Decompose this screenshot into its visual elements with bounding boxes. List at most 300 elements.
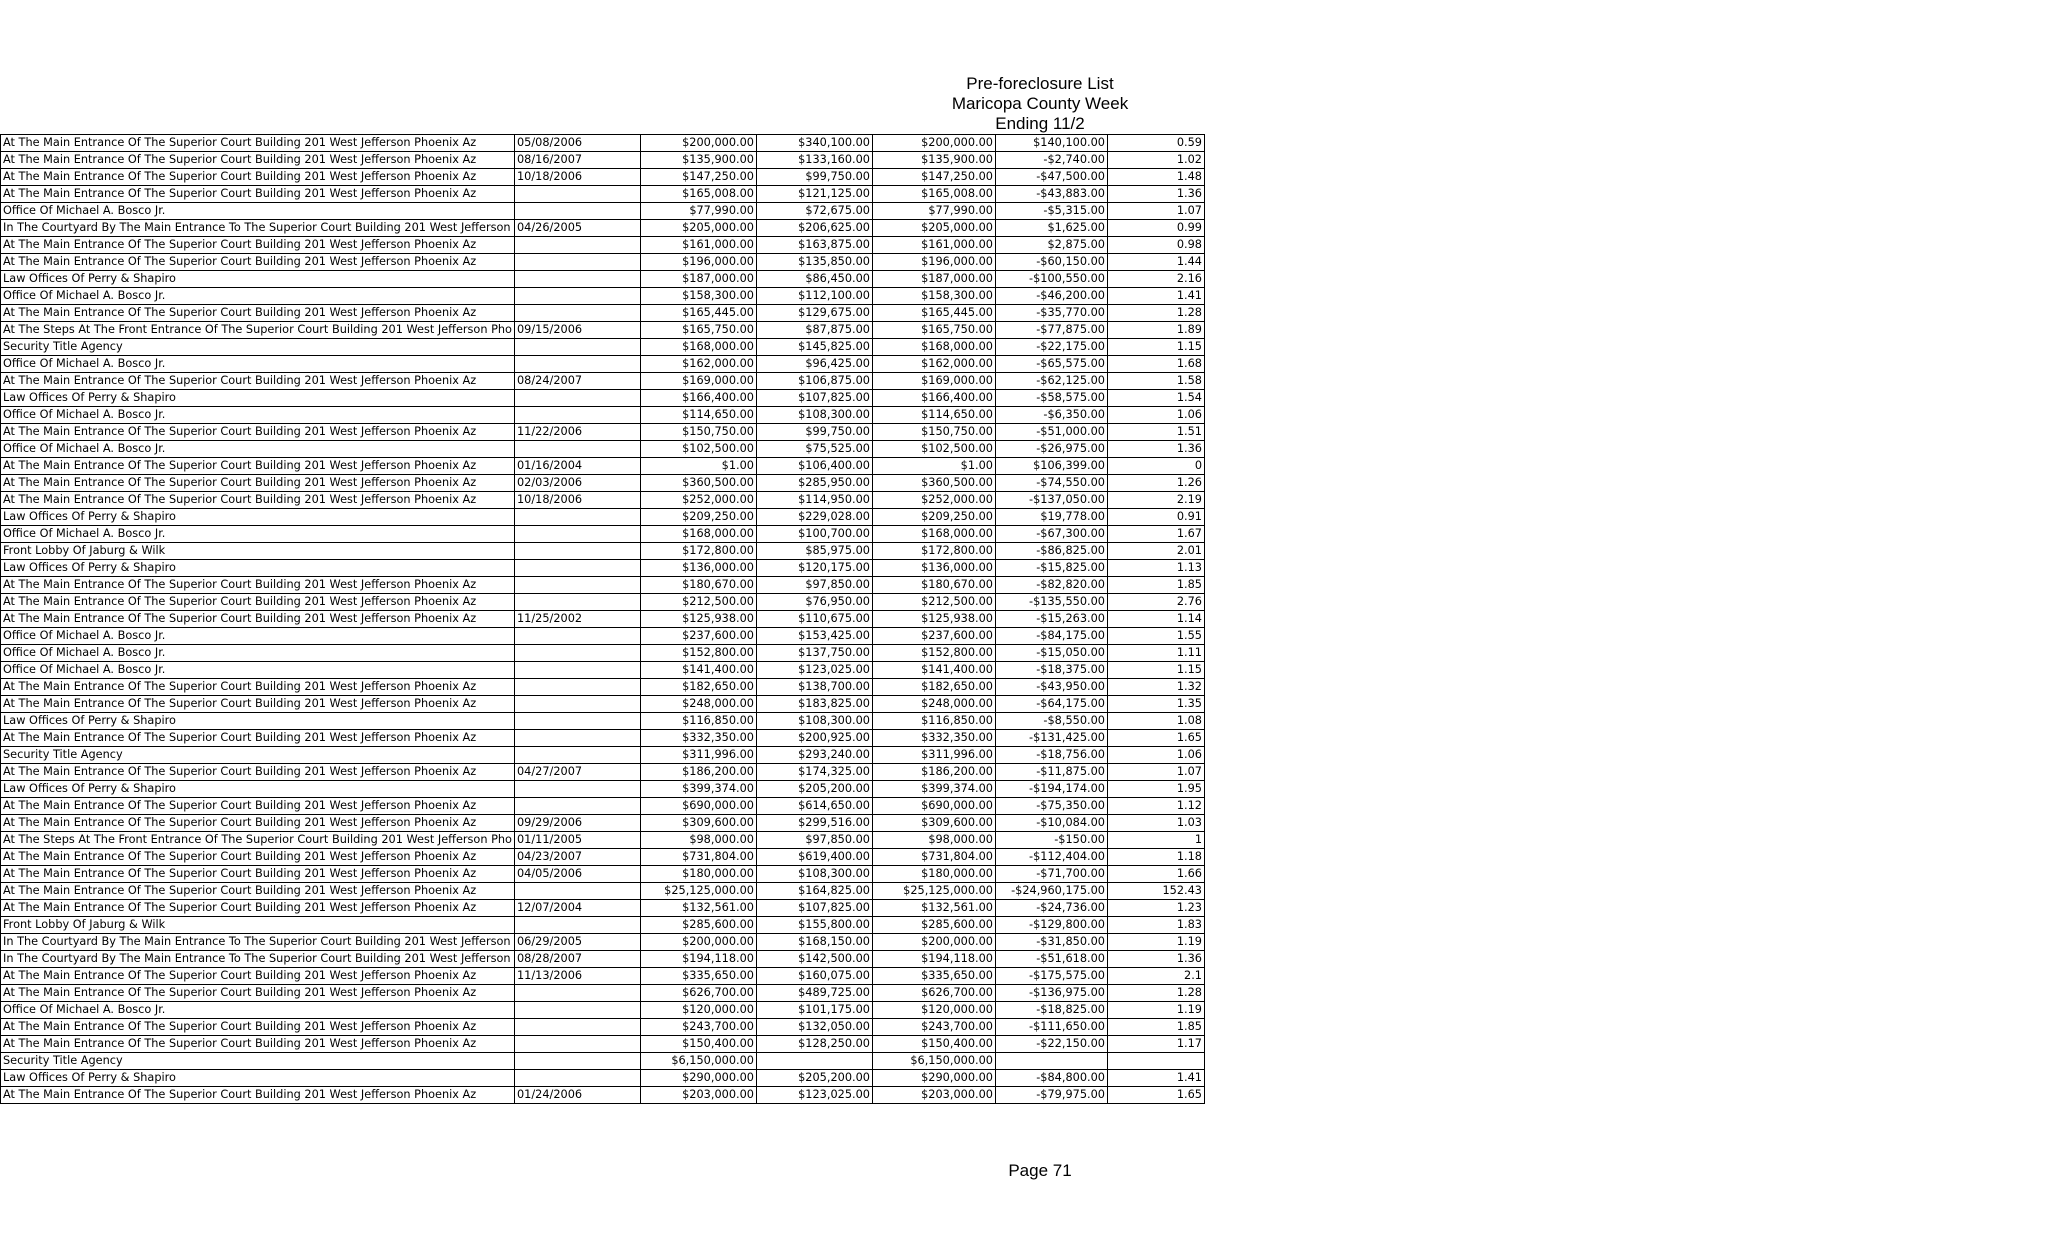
value-cell: $293,240.00: [757, 747, 873, 764]
amount-cell: $158,300.00: [641, 288, 757, 305]
table-row: [1, 152, 1205, 169]
amount-cell: $165,445.00: [641, 305, 757, 322]
difference-cell: -$18,375.00: [996, 662, 1108, 679]
ratio-cell: 2.16: [1108, 271, 1205, 288]
ratio-cell: 1.83: [1108, 917, 1205, 934]
amount2-cell: $182,650.00: [873, 679, 996, 696]
amount2-cell: $114,650.00: [873, 407, 996, 424]
sale-location-cell: At The Main Entrance Of The Superior Court Building 201 West Jefferson Phoenix Az: [1, 764, 515, 781]
table-row: [1, 169, 1205, 186]
sale-location-cell: At The Main Entrance Of The Superior Court Building 201 West Jefferson Phoenix Az: [1, 1019, 515, 1036]
value-cell: $145,825.00: [757, 339, 873, 356]
amount2-cell: $209,250.00: [873, 509, 996, 526]
sale-location-cell: At The Main Entrance Of The Superior Court Building 201 West Jefferson Phoenix Az: [1, 169, 515, 186]
table-row: [1, 1036, 1205, 1053]
page-title: Pre-foreclosure List: [966, 74, 1114, 93]
ratio-cell: 1.28: [1108, 305, 1205, 322]
date-cell: [515, 1036, 641, 1053]
amount-cell: $194,118.00: [641, 951, 757, 968]
value-cell: $137,750.00: [757, 645, 873, 662]
ratio-cell: 1.18: [1108, 849, 1205, 866]
sale-location-cell: At The Main Entrance Of The Superior Court Building 201 West Jefferson Phoenix Az: [1, 254, 515, 271]
ratio-cell: 152.43: [1108, 883, 1205, 900]
amount2-cell: $25,125,000.00: [873, 883, 996, 900]
amount2-cell: $205,000.00: [873, 220, 996, 237]
amount2-cell: $194,118.00: [873, 951, 996, 968]
amount2-cell: $203,000.00: [873, 1087, 996, 1104]
value-cell: $142,500.00: [757, 951, 873, 968]
difference-cell: -$15,825.00: [996, 560, 1108, 577]
table-row: [1, 883, 1205, 900]
difference-cell: $19,778.00: [996, 509, 1108, 526]
ratio-cell: 0: [1108, 458, 1205, 475]
value-cell: $163,875.00: [757, 237, 873, 254]
ratio-cell: 1.15: [1108, 662, 1205, 679]
table-row: [1, 1002, 1205, 1019]
sale-location-cell: Security Title Agency: [1, 1053, 515, 1070]
difference-cell: -$136,975.00: [996, 985, 1108, 1002]
date-cell: 08/24/2007: [515, 373, 641, 390]
table-row: [1, 866, 1205, 883]
ratio-cell: 1.13: [1108, 560, 1205, 577]
difference-cell: -$131,425.00: [996, 730, 1108, 747]
amount-cell: $141,400.00: [641, 662, 757, 679]
value-cell: $164,825.00: [757, 883, 873, 900]
value-cell: $299,516.00: [757, 815, 873, 832]
amount2-cell: $150,400.00: [873, 1036, 996, 1053]
amount-cell: $311,996.00: [641, 747, 757, 764]
value-cell: $123,025.00: [757, 662, 873, 679]
difference-cell: -$22,150.00: [996, 1036, 1108, 1053]
table-row: [1, 322, 1205, 339]
amount-cell: $168,000.00: [641, 526, 757, 543]
difference-cell: -$67,300.00: [996, 526, 1108, 543]
value-cell: $106,400.00: [757, 458, 873, 475]
ratio-cell: 1.36: [1108, 186, 1205, 203]
ratio-cell: 1.26: [1108, 475, 1205, 492]
amount2-cell: $158,300.00: [873, 288, 996, 305]
sale-location-cell: At The Main Entrance Of The Superior Court Building 201 West Jefferson Phoenix Az: [1, 373, 515, 390]
date-cell: 08/28/2007: [515, 951, 641, 968]
amount-cell: $243,700.00: [641, 1019, 757, 1036]
difference-cell: -$10,084.00: [996, 815, 1108, 832]
ratio-cell: 1.66: [1108, 866, 1205, 883]
ratio-cell: 0.99: [1108, 220, 1205, 237]
table-row: [1, 730, 1205, 747]
difference-cell: -$60,150.00: [996, 254, 1108, 271]
date-cell: [515, 288, 641, 305]
sale-location-cell: At The Main Entrance Of The Superior Court Building 201 West Jefferson Phoenix Az: [1, 883, 515, 900]
table-row: [1, 628, 1205, 645]
difference-cell: -$22,175.00: [996, 339, 1108, 356]
table-row: [1, 441, 1205, 458]
ratio-cell: 1: [1108, 832, 1205, 849]
value-cell: $285,950.00: [757, 475, 873, 492]
ratio-cell: 1.35: [1108, 696, 1205, 713]
sale-location-cell: Office Of Michael A. Bosco Jr.: [1, 645, 515, 662]
ratio-cell: 1.54: [1108, 390, 1205, 407]
date-cell: [515, 1019, 641, 1036]
amount2-cell: $212,500.00: [873, 594, 996, 611]
date-cell: [515, 254, 641, 271]
sale-location-cell: At The Main Entrance Of The Superior Court Building 201 West Jefferson Phoenix Az: [1, 594, 515, 611]
date-cell: [515, 917, 641, 934]
sale-location-cell: At The Steps At The Front Entrance Of The Superior Court Building 201 West Jefferson Pho: [1, 322, 515, 339]
sale-location-cell: At The Main Entrance Of The Superior Court Building 201 West Jefferson Phoenix Az: [1, 815, 515, 832]
table-row: [1, 458, 1205, 475]
date-cell: [515, 883, 641, 900]
table-row: [1, 968, 1205, 985]
difference-cell: -$5,315.00: [996, 203, 1108, 220]
date-cell: [515, 271, 641, 288]
amount-cell: $180,670.00: [641, 577, 757, 594]
amount2-cell: $309,600.00: [873, 815, 996, 832]
value-cell: $155,800.00: [757, 917, 873, 934]
ratio-cell: 1.95: [1108, 781, 1205, 798]
amount2-cell: $125,938.00: [873, 611, 996, 628]
difference-cell: -$15,050.00: [996, 645, 1108, 662]
difference-cell: -$112,404.00: [996, 849, 1108, 866]
value-cell: $106,875.00: [757, 373, 873, 390]
amount2-cell: $248,000.00: [873, 696, 996, 713]
date-cell: [515, 696, 641, 713]
amount2-cell: $147,250.00: [873, 169, 996, 186]
table-row: [1, 1019, 1205, 1036]
amount-cell: $690,000.00: [641, 798, 757, 815]
sale-location-cell: In The Courtyard By The Main Entrance To The Superior Court Building 201 West Jefferson: [1, 934, 515, 951]
value-cell: $183,825.00: [757, 696, 873, 713]
amount-cell: $150,750.00: [641, 424, 757, 441]
amount2-cell: $136,000.00: [873, 560, 996, 577]
amount-cell: $252,000.00: [641, 492, 757, 509]
sale-location-cell: Office Of Michael A. Bosco Jr.: [1, 203, 515, 220]
sale-location-cell: At The Main Entrance Of The Superior Court Building 201 West Jefferson Phoenix Az: [1, 611, 515, 628]
difference-cell: -$150.00: [996, 832, 1108, 849]
ratio-cell: 1.23: [1108, 900, 1205, 917]
difference-cell: -$58,575.00: [996, 390, 1108, 407]
table-row: [1, 1087, 1205, 1104]
amount2-cell: $237,600.00: [873, 628, 996, 645]
date-cell: [515, 186, 641, 203]
ratio-cell: 1.67: [1108, 526, 1205, 543]
amount-cell: $335,650.00: [641, 968, 757, 985]
ratio-cell: 1.11: [1108, 645, 1205, 662]
table-row: [1, 747, 1205, 764]
difference-cell: -$65,575.00: [996, 356, 1108, 373]
value-cell: $135,850.00: [757, 254, 873, 271]
amount-cell: $332,350.00: [641, 730, 757, 747]
value-cell: $97,850.00: [757, 577, 873, 594]
table-row: [1, 815, 1205, 832]
value-cell: $128,250.00: [757, 1036, 873, 1053]
difference-cell: -$15,263.00: [996, 611, 1108, 628]
difference-cell: -$175,575.00: [996, 968, 1108, 985]
amount2-cell: $1.00: [873, 458, 996, 475]
difference-cell: $140,100.00: [996, 135, 1108, 152]
difference-cell: -$18,756.00: [996, 747, 1108, 764]
difference-cell: -$35,770.00: [996, 305, 1108, 322]
amount2-cell: $290,000.00: [873, 1070, 996, 1087]
table-row: [1, 288, 1205, 305]
table-row: [1, 509, 1205, 526]
ratio-cell: 1.32: [1108, 679, 1205, 696]
amount-cell: $77,990.00: [641, 203, 757, 220]
difference-cell: -$26,975.00: [996, 441, 1108, 458]
amount-cell: $165,750.00: [641, 322, 757, 339]
sale-location-cell: At The Main Entrance Of The Superior Court Building 201 West Jefferson Phoenix Az: [1, 985, 515, 1002]
date-cell: 01/16/2004: [515, 458, 641, 475]
ratio-cell: 1.89: [1108, 322, 1205, 339]
date-cell: 11/25/2002: [515, 611, 641, 628]
difference-cell: -$8,550.00: [996, 713, 1108, 730]
amount-cell: $290,000.00: [641, 1070, 757, 1087]
amount-cell: $186,200.00: [641, 764, 757, 781]
ratio-cell: 1.14: [1108, 611, 1205, 628]
date-cell: [515, 203, 641, 220]
ratio-cell: 1.41: [1108, 1070, 1205, 1087]
sale-location-cell: At The Main Entrance Of The Superior Court Building 201 West Jefferson Phoenix Az: [1, 849, 515, 866]
difference-cell: -$62,125.00: [996, 373, 1108, 390]
date-cell: 08/16/2007: [515, 152, 641, 169]
difference-cell: -$31,850.00: [996, 934, 1108, 951]
date-cell: [515, 747, 641, 764]
amount-cell: $150,400.00: [641, 1036, 757, 1053]
date-cell: [515, 798, 641, 815]
difference-cell: -$43,950.00: [996, 679, 1108, 696]
amount2-cell: $132,561.00: [873, 900, 996, 917]
sale-location-cell: At The Main Entrance Of The Superior Court Building 201 West Jefferson Phoenix Az: [1, 798, 515, 815]
value-cell: $97,850.00: [757, 832, 873, 849]
sale-location-cell: At The Main Entrance Of The Superior Court Building 201 West Jefferson Phoenix Az: [1, 475, 515, 492]
difference-cell: -$6,350.00: [996, 407, 1108, 424]
ratio-cell: 1.36: [1108, 951, 1205, 968]
amount2-cell: $6,150,000.00: [873, 1053, 996, 1070]
table-row: [1, 798, 1205, 815]
value-cell: $110,675.00: [757, 611, 873, 628]
table-row: [1, 985, 1205, 1002]
ratio-cell: 1.44: [1108, 254, 1205, 271]
value-cell: $86,450.00: [757, 271, 873, 288]
sale-location-cell: Office Of Michael A. Bosco Jr.: [1, 662, 515, 679]
ratio-cell: 1.36: [1108, 441, 1205, 458]
amount-cell: $1.00: [641, 458, 757, 475]
date-cell: 01/24/2006: [515, 1087, 641, 1104]
amount-cell: $102,500.00: [641, 441, 757, 458]
date-cell: 02/03/2006: [515, 475, 641, 492]
ratio-cell: 1.19: [1108, 1002, 1205, 1019]
amount-cell: $166,400.00: [641, 390, 757, 407]
amount2-cell: $626,700.00: [873, 985, 996, 1002]
ratio-cell: 1.48: [1108, 169, 1205, 186]
amount2-cell: $169,000.00: [873, 373, 996, 390]
date-cell: [515, 679, 641, 696]
page-subtitle: Maricopa County Week Ending 11/2: [951, 94, 1129, 133]
amount-cell: $116,850.00: [641, 713, 757, 730]
ratio-cell: 1.58: [1108, 373, 1205, 390]
difference-cell: -$75,350.00: [996, 798, 1108, 815]
sale-location-cell: In The Courtyard By The Main Entrance To The Superior Court Building 201 West Jefferson: [1, 220, 515, 237]
sale-location-cell: At The Main Entrance Of The Superior Court Building 201 West Jefferson Phoenix Az: [1, 730, 515, 747]
ratio-cell: 0.91: [1108, 509, 1205, 526]
value-cell: $138,700.00: [757, 679, 873, 696]
table-row: [1, 781, 1205, 798]
sale-location-cell: At The Main Entrance Of The Superior Court Building 201 West Jefferson Phoenix Az: [1, 1036, 515, 1053]
sale-location-cell: Law Offices Of Perry & Shapiro: [1, 781, 515, 798]
table-row: [1, 254, 1205, 271]
table-row: [1, 203, 1205, 220]
difference-cell: -$82,820.00: [996, 577, 1108, 594]
ratio-cell: 1.51: [1108, 424, 1205, 441]
sale-location-cell: At The Main Entrance Of The Superior Court Building 201 West Jefferson Phoenix Az: [1, 186, 515, 203]
difference-cell: $106,399.00: [996, 458, 1108, 475]
amount-cell: $161,000.00: [641, 237, 757, 254]
amount2-cell: $161,000.00: [873, 237, 996, 254]
sale-location-cell: Security Title Agency: [1, 747, 515, 764]
table-row: [1, 186, 1205, 203]
date-cell: 12/07/2004: [515, 900, 641, 917]
difference-cell: -$24,736.00: [996, 900, 1108, 917]
amount2-cell: $165,008.00: [873, 186, 996, 203]
difference-cell: -$71,700.00: [996, 866, 1108, 883]
sale-location-cell: Law Offices Of Perry & Shapiro: [1, 271, 515, 288]
value-cell: $174,325.00: [757, 764, 873, 781]
value-cell: $123,025.00: [757, 1087, 873, 1104]
table-row: [1, 271, 1205, 288]
amount-cell: $237,600.00: [641, 628, 757, 645]
date-cell: [515, 526, 641, 543]
difference-cell: -$64,175.00: [996, 696, 1108, 713]
amount-cell: $6,150,000.00: [641, 1053, 757, 1070]
sale-location-cell: At The Main Entrance Of The Superior Court Building 201 West Jefferson Phoenix Az: [1, 679, 515, 696]
difference-cell: -$77,875.00: [996, 322, 1108, 339]
amount2-cell: $399,374.00: [873, 781, 996, 798]
ratio-cell: 2.01: [1108, 543, 1205, 560]
value-cell: $168,150.00: [757, 934, 873, 951]
sale-location-cell: At The Main Entrance Of The Superior Court Building 201 West Jefferson Phoenix Az: [1, 968, 515, 985]
table-row: [1, 900, 1205, 917]
table-row: [1, 611, 1205, 628]
difference-cell: -$84,175.00: [996, 628, 1108, 645]
difference-cell: -$51,618.00: [996, 951, 1108, 968]
sale-location-cell: Office Of Michael A. Bosco Jr.: [1, 407, 515, 424]
value-cell: $108,300.00: [757, 713, 873, 730]
amount2-cell: $335,650.00: [873, 968, 996, 985]
ratio-cell: 1.55: [1108, 628, 1205, 645]
date-cell: [515, 1070, 641, 1087]
table-row: [1, 849, 1205, 866]
table-row: [1, 917, 1205, 934]
date-cell: [515, 730, 641, 747]
amount-cell: $731,804.00: [641, 849, 757, 866]
difference-cell: -$2,740.00: [996, 152, 1108, 169]
table-row: [1, 577, 1205, 594]
value-cell: $619,400.00: [757, 849, 873, 866]
amount2-cell: $166,400.00: [873, 390, 996, 407]
amount-cell: $172,800.00: [641, 543, 757, 560]
value-cell: $72,675.00: [757, 203, 873, 220]
date-cell: [515, 645, 641, 662]
date-cell: 09/29/2006: [515, 815, 641, 832]
difference-cell: -$51,000.00: [996, 424, 1108, 441]
amount2-cell: $152,800.00: [873, 645, 996, 662]
sale-location-cell: At The Main Entrance Of The Superior Court Building 201 West Jefferson Phoenix Az: [1, 866, 515, 883]
date-cell: 10/18/2006: [515, 169, 641, 186]
value-cell: $100,700.00: [757, 526, 873, 543]
sale-location-cell: Office Of Michael A. Bosco Jr.: [1, 356, 515, 373]
table-row: [1, 951, 1205, 968]
difference-cell: -$137,050.00: [996, 492, 1108, 509]
difference-cell: [996, 1053, 1108, 1070]
date-cell: 09/15/2006: [515, 322, 641, 339]
value-cell: $114,950.00: [757, 492, 873, 509]
amount2-cell: $690,000.00: [873, 798, 996, 815]
value-cell: $99,750.00: [757, 424, 873, 441]
ratio-cell: 1.85: [1108, 1019, 1205, 1036]
date-cell: [515, 628, 641, 645]
sale-location-cell: Office Of Michael A. Bosco Jr.: [1, 526, 515, 543]
ratio-cell: 1.03: [1108, 815, 1205, 832]
difference-cell: $1,625.00: [996, 220, 1108, 237]
amount2-cell: $150,750.00: [873, 424, 996, 441]
ratio-cell: 2.76: [1108, 594, 1205, 611]
sale-location-cell: Office Of Michael A. Bosco Jr.: [1, 1002, 515, 1019]
sale-location-cell: Front Lobby Of Jaburg & Wilk: [1, 543, 515, 560]
sale-location-cell: At The Main Entrance Of The Superior Court Building 201 West Jefferson Phoenix Az: [1, 458, 515, 475]
sale-location-cell: Security Title Agency: [1, 339, 515, 356]
value-cell: $200,925.00: [757, 730, 873, 747]
ratio-cell: 1.06: [1108, 747, 1205, 764]
amount2-cell: $116,850.00: [873, 713, 996, 730]
value-cell: $87,875.00: [757, 322, 873, 339]
date-cell: [515, 594, 641, 611]
date-cell: 11/22/2006: [515, 424, 641, 441]
value-cell: $96,425.00: [757, 356, 873, 373]
ratio-cell: 1.41: [1108, 288, 1205, 305]
date-cell: [515, 560, 641, 577]
table-row: [1, 832, 1205, 849]
value-cell: $129,675.00: [757, 305, 873, 322]
sale-location-cell: At The Main Entrance Of The Superior Court Building 201 West Jefferson Phoenix Az: [1, 305, 515, 322]
ratio-cell: 2.1: [1108, 968, 1205, 985]
sale-location-cell: In The Courtyard By The Main Entrance To The Superior Court Building 201 West Jefferson: [1, 951, 515, 968]
amount2-cell: $165,750.00: [873, 322, 996, 339]
difference-cell: -$100,550.00: [996, 271, 1108, 288]
amount2-cell: $135,900.00: [873, 152, 996, 169]
amount2-cell: $77,990.00: [873, 203, 996, 220]
date-cell: [515, 339, 641, 356]
value-cell: $229,028.00: [757, 509, 873, 526]
value-cell: $107,825.00: [757, 390, 873, 407]
sale-location-cell: Office Of Michael A. Bosco Jr.: [1, 288, 515, 305]
date-cell: 04/27/2007: [515, 764, 641, 781]
table-row: [1, 645, 1205, 662]
date-cell: 06/29/2005: [515, 934, 641, 951]
value-cell: $153,425.00: [757, 628, 873, 645]
sale-location-cell: Office Of Michael A. Bosco Jr.: [1, 628, 515, 645]
ratio-cell: 1.68: [1108, 356, 1205, 373]
amount-cell: $180,000.00: [641, 866, 757, 883]
amount-cell: $165,008.00: [641, 186, 757, 203]
sale-location-cell: At The Main Entrance Of The Superior Court Building 201 West Jefferson Phoenix Az: [1, 152, 515, 169]
table-row: [1, 492, 1205, 509]
table-row: [1, 135, 1205, 152]
amount2-cell: $360,500.00: [873, 475, 996, 492]
amount-cell: $205,000.00: [641, 220, 757, 237]
amount2-cell: $180,670.00: [873, 577, 996, 594]
amount-cell: $136,000.00: [641, 560, 757, 577]
sale-location-cell: Front Lobby Of Jaburg & Wilk: [1, 917, 515, 934]
table-row: [1, 1070, 1205, 1087]
